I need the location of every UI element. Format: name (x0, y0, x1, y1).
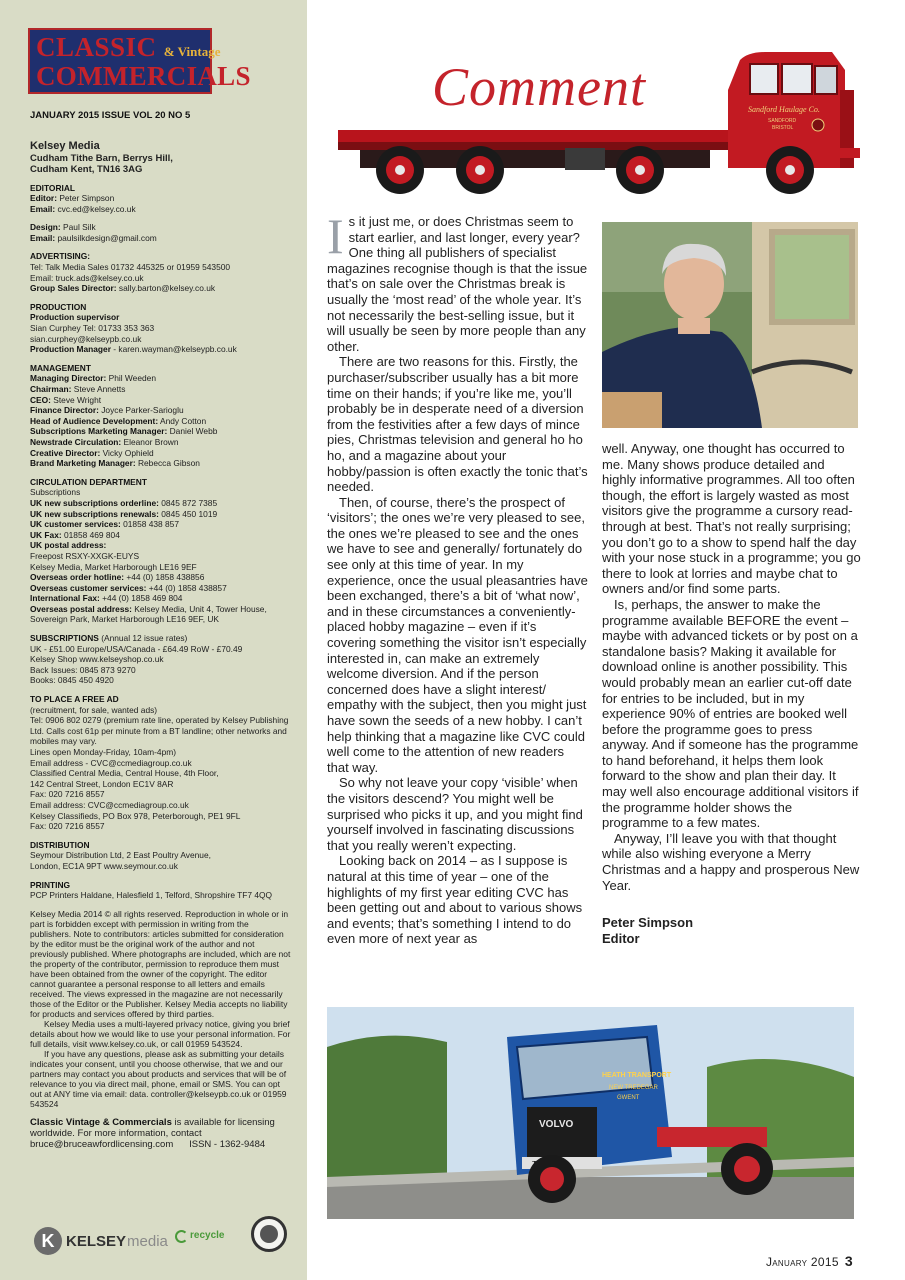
production-supervisor-label: Production supervisor (30, 312, 120, 323)
logo-vintage: & Vintage (163, 44, 221, 59)
editor-email-line: Email: cvc.ed@kelsey.co.uk (30, 203, 136, 214)
production-manager-line: Production Manager - karen.wayman@kelseypb.co.uk (30, 344, 237, 355)
truck2-side-text-3: GWENT (617, 1095, 640, 1101)
article-paragraph: s it just me, or does Christmas seem to start earlier, and last longer, every year? One thing all publishers of specialist magazines recognise though is that the issue that’s on sale over the Christmas break is usually the ‘most read’ of the whole year. It’s not necessarily the best-selling issue, but it will usually be seen by more people than any other. (327, 214, 588, 354)
free-ad-heading: TO PLACE A FREE AD (30, 694, 119, 705)
kelsey-media-logo: K KELSEY media (34, 1225, 168, 1257)
free-ad-line: Email address - CVC@ccmediagroup.co.uk (30, 757, 192, 768)
publisher-address-1: Cudham Tithe Barn, Berrys Hill, (30, 152, 173, 164)
distribution-heading: DISTRIBUTION (30, 839, 90, 850)
masthead-sidebar (0, 0, 307, 1280)
distribution-line: London, EC1A 9PT www.seymour.co.uk (30, 860, 178, 871)
cab-text-1: Sandford Haulage Co. (748, 105, 820, 114)
page-folio (766, 1253, 853, 1269)
privacy-paragraph: Kelsey Media uses a multi-layered privacy notice, giving you brief details about how we would like to use your personal information. For full details, visit www.kelsey.co.uk, or call 01959 543524. (30, 1018, 291, 1049)
circulation-row: UK new subscriptions orderline: 0845 872 7385 (30, 497, 218, 508)
licensing-email: bruce@bruceawfordlicensing.com (30, 1138, 174, 1150)
free-ad-line: Lines open Monday-Friday, 10am-4pm) (30, 747, 177, 757)
circulation-heading: CIRCULATION DEPARTMENT (30, 476, 147, 487)
free-ad-line: Tel: 0906 802 0279 (premium rate line, operated by Kelsey Publishing Ltd. Calls cost 61p per minute from a BT landline; other networks and mobiles may vary. (30, 715, 289, 747)
free-ad-line: Classified Central Media, Central House, 4th Floor, (30, 768, 219, 779)
logo-commercials: COMMERCIALS (36, 61, 251, 91)
circulation-row: UK Fax: 01858 469 804 (30, 529, 120, 540)
management-row: Newstrade Circulation: Eleanor Brown (30, 436, 179, 447)
advertising-tel: Tel: Talk Media Sales 01732 445325 or 01959 543500 (30, 262, 231, 273)
imprint-text (30, 140, 292, 1150)
article-paragraph: So why not leave your copy ‘visible’ when the visitors descend? You might well be surprised who picks it up, and you might find yourself involved in fascinating discussions that you really weren’t expecting. (327, 775, 583, 853)
circulation-row: UK new subscriptions renewals: 0845 450 1019 (30, 508, 218, 519)
page-title: Comment (432, 57, 646, 117)
editor-line: Editor: Peter Simpson (30, 193, 115, 204)
free-ad-line: Kelsey Classifieds, PO Box 978, Peterborough, PE1 9FL (30, 810, 241, 821)
design-email-line: Email: paulsilkdesign@gmail.com (30, 232, 157, 243)
distribution-line: Seymour Distribution Ltd, 2 East Poultry Avenue, (30, 850, 211, 861)
article-paragraph: Then, of course, there’s the prospect of ‘visitors’; the ones we’re very pleased to see, the ones we’re pleased to see and the ones we have to see and generally/ fortunately do see only at this time of year. In my experience, once the usual pleasantries have been exchanged, there’s a bit of ‘what now’, and in these circumstances a conveniently-placed hobby magazine – even if it’s covering something the visitor isn’t especially interested in, can make an extremely welcome diversion. And if the person concerned does have a slight interest/ empathy with the subject, then you might just have sown the seeds of a new hobby. I can’t help thinking that a magazine like CVC could well come to the attention of new readers that way. (327, 494, 588, 775)
sales-director-line: Group Sales Director: sally.barton@kelsey.co.uk (30, 283, 216, 294)
free-ad-line: (recruitment, for sale, wanted ads) (30, 704, 158, 715)
management-row: Subscriptions Marketing Manager: Daniel Webb (30, 426, 218, 437)
design-line: Design: Paul Silk (30, 222, 96, 233)
subscriptions-line: Back Issues: 0845 873 9270 (30, 664, 136, 675)
consent-paragraph: If you have any questions, please ask as submitting your details indicates your consent, until you choose otherwise, that we and our partners may contact you about products and services that will be of relevance to you via direct mail, phone, email or SMS. You can opt out at ANY time via email: data. controller@kelseypb.co.uk or 01959 543524 (30, 1048, 287, 1109)
article-paragraph: There are two reasons for this. Firstly, the purchaser/subscriber usually has a bit more time on their hands; if you’re like me, you’ll probably be in desperate need of a diversion from the festivities after a few days of mince pies, Christmas television and general ho ho ho, and a magazine about your hobby/passion is often exactly the tonic that’s needed. (327, 354, 588, 495)
issn: ISSN - 1362-9484 (189, 1138, 266, 1150)
seal-icon (251, 1216, 287, 1252)
article-column-1 (327, 208, 589, 947)
free-ad-line: Fax: 020 7216 8557 (30, 789, 105, 800)
article-paragraph: well. Anyway, one thought has occurred to me. Many shows produce detailed and highly informative programmes. All too often though, the effort is largely wasted as most visitors give the programme a cursory read-through at best. That’s not really surprising; you don’t go to a show to spend half the day with your nose stuck in a programme; you go there to look at lorries and maybe chat to owners and/or find some parts. (602, 441, 861, 597)
grille-text: VOLVO (539, 1119, 574, 1130)
logo-classic: CLASSIC (36, 32, 157, 62)
article-column-2 (602, 441, 862, 946)
subscriptions-line: Books: 0845 450 4920 (30, 675, 114, 686)
recycle-logo: recycle (175, 1228, 233, 1256)
printing-heading: PRINTING (30, 879, 71, 890)
subscriptions-line: UK - £51.00 Europe/USA/Canada - £64.49 RoW - £70.49 (30, 643, 243, 654)
editorial-heading: EDITORIAL (30, 182, 75, 193)
signature-name: Peter Simpson (602, 915, 694, 931)
management-row: Brand Marketing Manager: Rebecca Gibson (30, 458, 200, 469)
magazine-logo (28, 28, 251, 94)
signature (602, 915, 862, 946)
issue-line: JANUARY 2015 ISSUE VOL 20 NO 5 (30, 110, 191, 121)
management-row: Chairman: Steve Annetts (30, 384, 126, 394)
truck2-side-text-2: NEW TREDEGAR (609, 1085, 658, 1091)
printing-line: PCP Printers Haldane, Halesfield 1, Telford, Shropshire TF7 4QQ (30, 890, 273, 901)
production-supervisor-email: sian.curphey@kelseypb.co.uk (30, 333, 142, 344)
free-ad-line: Email address: CVC@ccmediagroup.co.uk (30, 799, 189, 810)
circulation-row: UK postal address: (30, 540, 107, 551)
circulation-row: Freepost RSXY-XXGK-EUYS (30, 550, 140, 561)
editor-photo (602, 222, 858, 428)
licensing-text: Classic Vintage & Commercials is available for licensing worldwide. For more information, contact bruce@bruceawfordlicensing.com ISSN - 1362-9484 (30, 1116, 275, 1150)
cab-text-2: SANDFORD (768, 118, 797, 124)
management-row: Head of Audience Development: Andy Cotton (30, 415, 207, 426)
circulation-row: Overseas order hotline: +44 (0) 1858 438856 (30, 572, 205, 583)
advertising-heading: ADVERTISING: (30, 251, 91, 262)
article-paragraph: Anyway, I’ll leave you with that thought while also wishing everyone a Merry Christmas and a happy and prosperous New Year. (602, 830, 860, 893)
folio-month: January 2015 (766, 1255, 839, 1269)
truck2-side-text-1: HEATH TRANSPORT (602, 1072, 672, 1079)
production-supervisor: Sian Curphey Tel: 01733 353 363 (30, 323, 155, 334)
legal-paragraph: Kelsey Media 2014 © all rights reserved. Reproduction in whole or in part is forbidden except with permission in writing from the publishers. Note to contributors: articles submitted for consideration by the editor must be the original work of the author and not previously published. Where photographs are included, which are not the property of the contributor, permission to reproduce them must have been obtained from the owner of the copyright. The editor cannot guarantee a personal response to all letters and emails received. The views expressed in the magazine are not necessarily those of the Editor or the Publisher. Kelsey Media accepts no liability for products and services offered by third parties. (30, 908, 291, 1019)
advertising-email: Email: truck.ads@kelsey.co.uk (30, 272, 144, 283)
page-number: 3 (844, 1253, 853, 1269)
subscriptions-line: Kelsey Shop www.kelseyshop.co.uk (30, 654, 164, 665)
management-row: Managing Director: Phil Weeden (30, 373, 156, 384)
article-paragraph: Looking back on 2014 – as I suppose is natural at this time of year – one of the highlights of my first year editing CVC has been getting out and about to various shows and events; that’s something I intend to do even more of next year as (327, 853, 583, 947)
recycle-icon (175, 1230, 188, 1243)
drop-cap: I (327, 208, 344, 264)
publisher-name: Kelsey Media (30, 140, 100, 152)
management-heading: MANAGEMENT (30, 362, 91, 373)
management-row: Creative Director: Vicky Ophield (30, 447, 154, 458)
circulation-row: UK customer services: 01858 438 857 (30, 519, 179, 530)
signature-title: Editor (602, 930, 640, 946)
blue-volvo-tractor-image (327, 1007, 854, 1219)
production-heading: PRODUCTION (30, 301, 87, 312)
free-ad-line: 142 Central Street, London EC1V 8AR (30, 778, 174, 789)
circulation-sub: Subscriptions (30, 487, 81, 498)
management-row: CEO: Steve Wright (30, 394, 102, 405)
subscriptions-heading: SUBSCRIPTIONS (Annual 12 issue rates) (30, 633, 188, 644)
kelsey-k-icon: K (34, 1227, 62, 1255)
free-ad-line: Fax: 020 7216 8557 (30, 821, 105, 832)
circulation-row: International Fax: +44 (0) 1858 469 804 (30, 593, 183, 604)
circulation-row: Kelsey Media, Market Harborough LE16 9EF (30, 561, 197, 572)
article-paragraph: Is, perhaps, the answer to make the programme available BEFORE the event – maybe with advanced tickets or by post on a standalone basis? Making it available for download online is another possibility. This would probably mean an earlier cut-off date for entries to be included, but in my experience 90% of entries are booked well before the programme goes to press anyway. And if someone has the programme to hand beforehand, it helps them look forward to the show and plan their day. It may well also encourage additional visitors if the programme holder shows the programme to a few mates. (602, 596, 859, 831)
circulation-row: Overseas postal address: Kelsey Media, Unit 4, Tower House, Sovereign Park, Market Harborough LE16 9EF, UK (30, 603, 267, 625)
management-row: Finance Director: Joyce Parker-Sarioglu (30, 405, 184, 416)
publisher-address-2: Cudham Kent, TN16 3AG (30, 163, 143, 175)
circulation-row: Overseas customer services: +44 (0) 1858 438857 (30, 582, 227, 593)
cab-text-3: BRISTOL (772, 125, 794, 131)
